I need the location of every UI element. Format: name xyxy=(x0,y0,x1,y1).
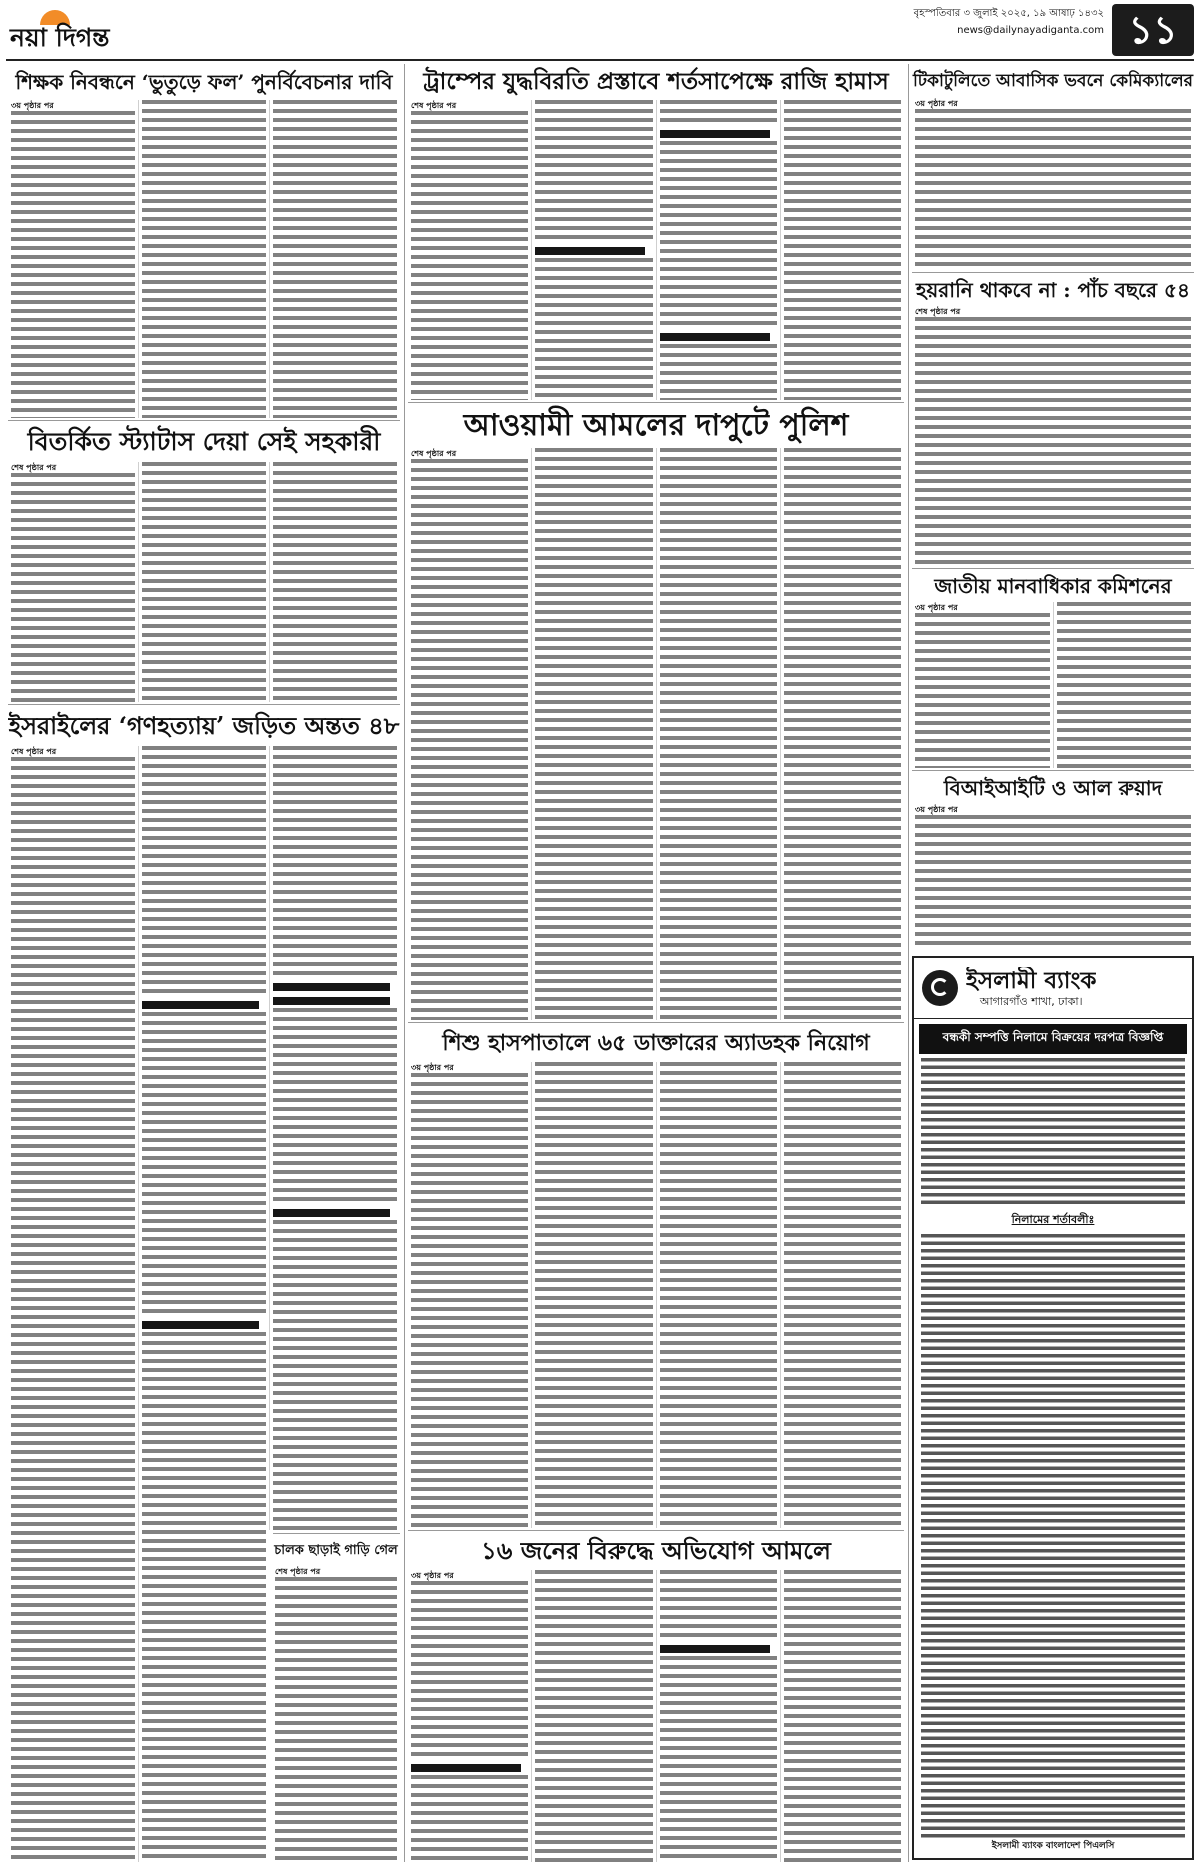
subhead-bar xyxy=(273,983,390,991)
continuation-label: ৩য় পৃষ্ঠার পর xyxy=(411,1571,454,1580)
body-text-lines xyxy=(535,1570,652,1862)
text-column xyxy=(780,1062,904,1528)
body-text-lines xyxy=(535,100,652,244)
headline: টিকাটুলিতে আবাসিক ভবনে কেমিক্যালের xyxy=(912,71,1194,91)
text-column xyxy=(912,602,1053,768)
text-column xyxy=(8,746,138,1862)
body-text-lines xyxy=(915,613,1050,768)
headline: জাতীয় মানবাধিকার কমিশনের xyxy=(934,574,1172,598)
text-column xyxy=(408,100,531,400)
article-divider xyxy=(408,1022,904,1023)
body-text-lines xyxy=(273,1220,397,1530)
column-group xyxy=(912,306,1194,566)
body-text-lines xyxy=(660,344,777,400)
body-text-lines xyxy=(535,448,652,1020)
body-text-lines xyxy=(273,100,397,418)
column-group xyxy=(912,804,1194,950)
subhead-bar xyxy=(660,130,770,138)
column-group xyxy=(8,462,400,702)
text-column xyxy=(408,1570,531,1862)
subhead-bar xyxy=(660,1645,770,1653)
text-column xyxy=(138,100,269,418)
body-text-lines xyxy=(915,109,1191,270)
text-column xyxy=(269,746,400,1530)
continuation-label: শেষ পৃষ্ঠার পর xyxy=(11,747,57,756)
article-divider xyxy=(912,568,1194,569)
continuation-label: শেষ পৃষ্ঠার পর xyxy=(11,463,57,472)
article-divider xyxy=(8,704,400,705)
text-column xyxy=(1053,602,1195,768)
body-text-lines xyxy=(660,448,777,1020)
continuation-label: শেষ পৃষ্ঠার পর xyxy=(411,101,457,110)
body-text-lines xyxy=(411,459,528,1020)
text-column xyxy=(531,1062,655,1528)
body-text-lines xyxy=(273,462,397,702)
body-text-lines xyxy=(660,100,777,127)
article-no-harassment xyxy=(912,274,1194,566)
text-column xyxy=(531,100,655,400)
body-text-lines xyxy=(142,746,266,998)
article-divider xyxy=(408,1530,904,1531)
text-column xyxy=(408,448,531,1020)
body-text-lines xyxy=(273,1008,397,1206)
notice-title-banner: বন্ধকী সম্পত্তি নিলামে বিক্রয়ের দরপত্র বিজ্ঞপ্তি xyxy=(919,1024,1187,1054)
body-text-lines xyxy=(273,746,397,980)
article-divider xyxy=(408,402,904,403)
text-column xyxy=(138,462,269,702)
column-group xyxy=(408,1570,904,1862)
body-text-lines xyxy=(142,100,266,418)
headline: ট্রাম্পের যুদ্ধবিরতি প্রস্তাবে শর্তসাপেক্ষে রাজি হামাস xyxy=(423,68,889,95)
headline: শিশু হাসপাতালে ৬৫ ডাক্তারের অ্যাডহক নিয়োগ xyxy=(442,1030,870,1056)
headline: শিক্ষক নিবন্ধনে ‘ভুতুড়ে ফল’ পুনর্বিবেচনার দাবি xyxy=(15,70,393,94)
article-divider xyxy=(8,420,400,421)
bank-branch: আগারগাঁও শাখা, ঢাকা। xyxy=(979,995,1083,1008)
ad-body-text-lines xyxy=(921,1234,1185,1804)
headline: বিতর্কিত স্ট্যাটাস দেয়া সেই সহকারী xyxy=(27,427,381,456)
column-group xyxy=(408,448,904,1020)
column-group xyxy=(8,100,400,418)
column-group xyxy=(272,1566,400,1862)
column-group xyxy=(912,602,1194,768)
article-biit-al-ruyad xyxy=(912,772,1194,950)
subhead-bar xyxy=(411,1764,521,1772)
subhead-bar xyxy=(273,997,390,1005)
article-tikatuli-chemical xyxy=(912,64,1194,270)
headline: আওয়ামী আমলের দাপুটে পুলিশ xyxy=(463,408,849,443)
contact-email: news@dailynayadiganta.com xyxy=(957,25,1104,36)
text-column xyxy=(912,98,1194,270)
text-column xyxy=(531,448,655,1020)
body-text-lines xyxy=(915,317,1191,566)
article-hamas-ceasefire xyxy=(408,64,904,400)
column-divider xyxy=(908,64,909,1862)
continuation-label: ৩য় পৃষ্ঠার পর xyxy=(11,101,54,110)
body-text-lines xyxy=(784,100,901,400)
article-divider xyxy=(912,770,1194,771)
subhead-bar xyxy=(142,1001,259,1009)
bank-auction-advertisement xyxy=(912,956,1194,1860)
body-text-lines xyxy=(411,1073,528,1528)
text-column xyxy=(8,462,138,702)
newspaper-logo xyxy=(10,8,180,52)
continuation-label: ৩য় পৃষ্ঠার পর xyxy=(411,1063,454,1072)
continuation-label: শেষ পৃষ্ঠার পর xyxy=(411,449,457,458)
body-text-lines xyxy=(660,1062,777,1528)
column-group xyxy=(408,100,904,400)
body-text-lines xyxy=(535,258,652,400)
continuation-label: ৩য় পৃষ্ঠার পর xyxy=(915,805,958,814)
headline: ১৬ জনের বিরুদ্ধে অভিযোগ আমলে xyxy=(481,1536,831,1565)
masthead-rule xyxy=(6,59,1194,61)
body-text-lines xyxy=(411,1775,528,1862)
body-text-lines xyxy=(275,1577,397,1862)
text-column xyxy=(408,1062,531,1528)
body-text-lines xyxy=(411,111,528,400)
headline: চালক ছাড়াই গাড়ি গেল xyxy=(274,1543,398,1558)
body-text-lines xyxy=(915,815,1191,950)
text-column xyxy=(8,100,138,418)
body-text-lines xyxy=(660,141,777,330)
text-column xyxy=(272,1566,400,1862)
text-column xyxy=(912,804,1194,950)
article-driverless-car xyxy=(272,1536,400,1862)
text-column xyxy=(656,1062,780,1528)
ad-footer-bank: ইসলামী ব্যাংক বাংলাদেশ পিএলসি xyxy=(991,1841,1115,1851)
body-text-lines xyxy=(142,1012,266,1318)
ad-header xyxy=(914,958,1192,1019)
column-group xyxy=(912,98,1194,270)
text-column xyxy=(656,1570,780,1862)
text-column xyxy=(531,1570,655,1862)
headline: বিআইআইটি ও আল রুয়াদ xyxy=(943,776,1163,800)
bank-logo-icon xyxy=(922,970,958,1006)
column-divider xyxy=(404,64,405,1862)
body-text-lines xyxy=(784,1570,901,1862)
text-column xyxy=(656,448,780,1020)
body-text-lines xyxy=(11,757,135,1862)
text-column xyxy=(912,306,1194,566)
body-text-lines xyxy=(11,473,135,702)
subhead-bar xyxy=(142,1321,259,1329)
article-human-rights-commission xyxy=(912,570,1194,768)
article-childrens-hospital xyxy=(408,1024,904,1528)
continuation-label: ৩য় পৃষ্ঠার পর xyxy=(915,99,958,108)
body-text-lines xyxy=(784,448,901,1020)
bank-name: ইসলামী ব্যাংক xyxy=(966,968,1097,994)
article-awami-era-police xyxy=(408,404,904,1020)
bank-identity xyxy=(966,967,1096,1009)
headline: হয়রানি থাকবে না : পাঁচ বছরে ৫৪ xyxy=(916,278,1190,302)
article-teacher-registration xyxy=(8,64,400,418)
ad-body-text-lines xyxy=(921,1058,1185,1206)
text-column xyxy=(780,448,904,1020)
terms-heading: নিলামের শর্তাবলীঃ xyxy=(1011,1213,1095,1226)
subhead-bar xyxy=(535,247,645,255)
logo-text: নয়া দিগন্ত xyxy=(10,23,110,52)
dateline: বৃহস্পতিবার ৩ জুলাই ২০২৫, ১৯ আষাঢ় ১৪৩২ xyxy=(913,8,1104,19)
text-column xyxy=(780,100,904,400)
text-column xyxy=(656,100,780,400)
signature-block-lines xyxy=(921,1804,1185,1838)
body-text-lines xyxy=(142,462,266,702)
continuation-label: শেষ পৃষ্ঠার পর xyxy=(915,307,961,316)
subhead-bar xyxy=(273,1209,390,1217)
body-text-lines xyxy=(535,1062,652,1528)
text-column xyxy=(269,100,400,418)
article-divider xyxy=(912,272,1194,273)
page-number: ১১ xyxy=(1112,4,1194,56)
body-text-lines xyxy=(660,1570,777,1642)
continuation-label: শেষ পৃষ্ঠার পর xyxy=(275,1567,321,1576)
body-text-lines xyxy=(660,1656,777,1862)
body-text-lines xyxy=(1057,602,1192,768)
article-complaint-against-16 xyxy=(408,1532,904,1862)
subhead-bar xyxy=(660,333,770,341)
text-column xyxy=(780,1570,904,1862)
article-controversial-status xyxy=(8,422,400,702)
body-text-lines xyxy=(11,111,135,418)
body-text-lines xyxy=(411,1581,528,1761)
text-column xyxy=(269,462,400,702)
body-text-lines xyxy=(784,1062,901,1528)
continuation-label: ৩য় পৃষ্ঠার পর xyxy=(915,603,958,612)
headline: ইসরাইলের ‘গণহত্যায়’ জড়িত অন্তত ৪৮ xyxy=(8,711,400,740)
column-group xyxy=(408,1062,904,1528)
body-text-lines xyxy=(142,1332,266,1862)
text-column xyxy=(138,746,269,1862)
